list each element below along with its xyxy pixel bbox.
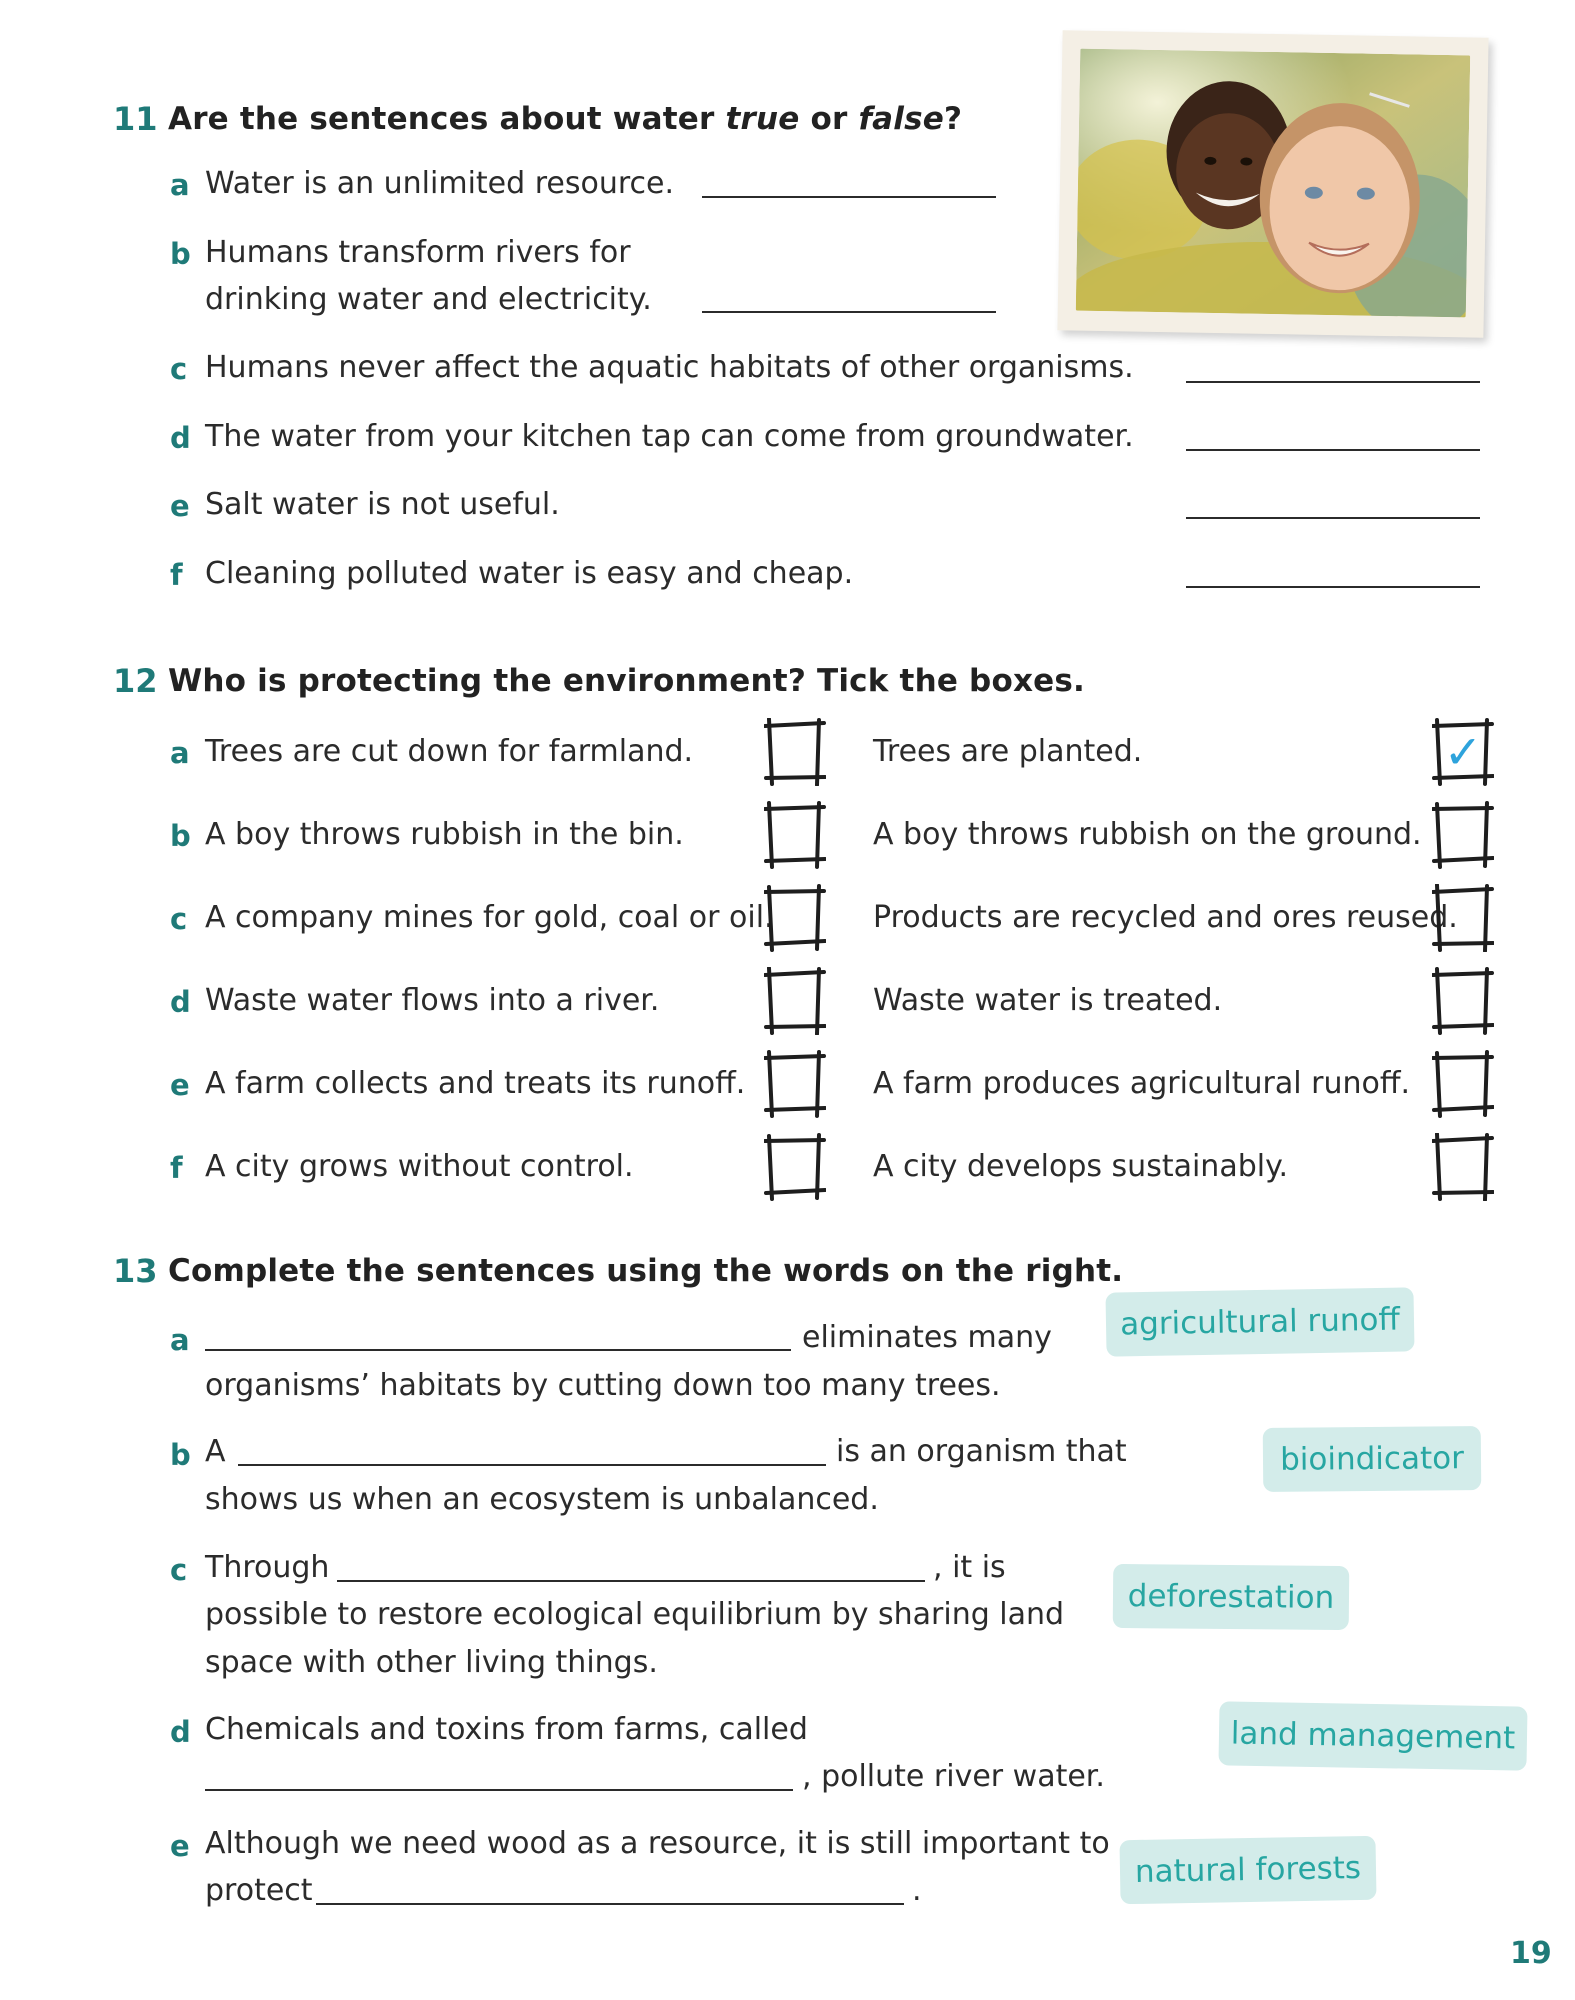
q12-right-statement: A city develops sustainably. xyxy=(873,1149,1289,1184)
q11-item-letter: f xyxy=(170,558,183,592)
q12-row-letter: c xyxy=(170,902,188,936)
q12-left-checkbox[interactable] xyxy=(764,967,826,1035)
q11-item-letter: e xyxy=(170,489,190,523)
q13-text: eliminates many xyxy=(802,1320,1052,1355)
q13-text: possible to restore ecological equilibrium by sharing land xyxy=(205,1597,1065,1632)
q13-item-letter: c xyxy=(170,1553,188,1587)
q13-text: Through xyxy=(205,1550,330,1585)
q11-statement: Cleaning polluted water is easy and cheap. xyxy=(205,556,854,591)
word-chip-agricultural-runoff[interactable]: agricultural runoff xyxy=(1105,1287,1414,1356)
q12-left-checkbox[interactable] xyxy=(764,884,826,952)
q11-answer-line-b[interactable] xyxy=(702,311,996,313)
q12-left-checkbox[interactable] xyxy=(764,1133,826,1201)
q13-text: . xyxy=(912,1873,922,1908)
q12-right-statement: A farm produces agricultural runoff. xyxy=(873,1066,1411,1101)
tick-mark: ✓ xyxy=(1443,725,1483,779)
q12-left-checkbox[interactable] xyxy=(764,1050,826,1118)
q12-row-letter: d xyxy=(170,985,191,1019)
q12-row-letter: f xyxy=(170,1151,183,1185)
q11-item-letter: c xyxy=(170,352,188,386)
q11-statement: Humans transform rivers for xyxy=(205,235,631,270)
q12-right-checkbox[interactable] xyxy=(1432,1050,1494,1118)
q12-left-checkbox[interactable] xyxy=(764,801,826,869)
question-13-number: 13 xyxy=(113,1252,158,1290)
photo-frame xyxy=(1057,30,1488,337)
page-number: 19 xyxy=(1510,1936,1552,1971)
question-12-title: Who is protecting the environment? Tick the boxes. xyxy=(168,663,1085,699)
q11-item-letter: b xyxy=(170,237,191,271)
q13-text: , pollute river water. xyxy=(802,1759,1105,1794)
q12-row-letter: b xyxy=(170,819,191,853)
q11-answer-line-f[interactable] xyxy=(1186,586,1480,588)
word-chip-deforestation[interactable]: deforestation xyxy=(1113,1564,1350,1630)
q13-text: organisms’ habitats by cutting down too many trees. xyxy=(205,1368,1001,1403)
q13-item-letter: a xyxy=(170,1323,190,1357)
q13-item-letter: e xyxy=(170,1829,190,1863)
q12-left-statement: A city grows without control. xyxy=(205,1149,634,1184)
q11-item-letter: a xyxy=(170,168,190,202)
q12-left-statement: A farm collects and treats its runoff. xyxy=(205,1066,746,1101)
q13-text: Although we need wood as a resource, it is still important to xyxy=(205,1826,1110,1861)
q13-item-letter: b xyxy=(170,1438,191,1472)
question-11-number: 11 xyxy=(113,100,158,138)
q11-statement: Water is an unlimited resource. xyxy=(205,166,674,201)
q12-right-checkbox[interactable] xyxy=(1432,967,1494,1035)
q13-text: A xyxy=(205,1434,226,1469)
q13-text: is an organism that xyxy=(836,1434,1127,1469)
q13-text: protect xyxy=(205,1873,313,1908)
q13-text: Chemicals and toxins from farms, called xyxy=(205,1712,808,1747)
question-12-number: 12 xyxy=(113,662,158,700)
q11-answer-line-a[interactable] xyxy=(702,196,996,198)
q13-text: , it is xyxy=(933,1550,1006,1585)
q12-right-statement: A boy throws rubbish on the ground. xyxy=(873,817,1422,852)
word-chip-bioindicator[interactable]: bioindicator xyxy=(1263,1426,1482,1492)
word-chip-natural-forests[interactable]: natural forests xyxy=(1119,1836,1376,1904)
q12-right-checkbox[interactable] xyxy=(1432,884,1494,952)
q12-left-statement: Trees are cut down for farmland. xyxy=(205,734,694,769)
q11-item-letter: d xyxy=(170,421,191,455)
q12-left-statement: A company mines for gold, coal or oil. xyxy=(205,900,774,935)
q12-left-statement: Waste water flows into a river. xyxy=(205,983,660,1018)
q11-statement: The water from your kitchen tap can come from groundwater. xyxy=(205,419,1134,454)
question-13-title: Complete the sentences using the words on the right. xyxy=(168,1253,1124,1289)
q12-right-statement: Waste water is treated. xyxy=(873,983,1223,1018)
q13-blank-b[interactable] xyxy=(238,1464,826,1466)
q12-right-statement: Products are recycled and ores reused. xyxy=(873,900,1458,935)
q11-statement: Salt water is not useful. xyxy=(205,487,560,522)
q13-text: shows us when an ecosystem is unbalanced. xyxy=(205,1482,879,1517)
children-swimming-photo xyxy=(1076,49,1471,318)
q12-right-checkbox[interactable] xyxy=(1432,801,1494,869)
q11-statement: Humans never affect the aquatic habitats of other organisms. xyxy=(205,350,1134,385)
q13-blank-a[interactable] xyxy=(205,1349,791,1351)
q11-statement: drinking water and electricity. xyxy=(205,282,652,317)
q13-blank-e[interactable] xyxy=(316,1903,904,1905)
q13-blank-c[interactable] xyxy=(337,1580,925,1582)
q11-answer-line-d[interactable] xyxy=(1186,449,1480,451)
q12-right-checkbox[interactable] xyxy=(1432,1133,1494,1201)
q13-item-letter: d xyxy=(170,1715,191,1749)
q12-left-checkbox[interactable] xyxy=(764,718,826,786)
word-chip-land-management[interactable]: land management xyxy=(1218,1701,1527,1770)
q12-left-statement: A boy throws rubbish in the bin. xyxy=(205,817,684,852)
q12-right-checkbox[interactable] xyxy=(1432,718,1494,786)
q12-row-letter: e xyxy=(170,1068,190,1102)
question-11-title: Are the sentences about water true or false? xyxy=(168,101,963,137)
q11-answer-line-c[interactable] xyxy=(1186,381,1480,383)
q13-text: space with other living things. xyxy=(205,1645,658,1680)
q12-right-statement: Trees are planted. xyxy=(873,734,1143,769)
q11-answer-line-e[interactable] xyxy=(1186,517,1480,519)
q13-blank-d[interactable] xyxy=(205,1789,793,1791)
q12-row-letter: a xyxy=(170,736,190,770)
